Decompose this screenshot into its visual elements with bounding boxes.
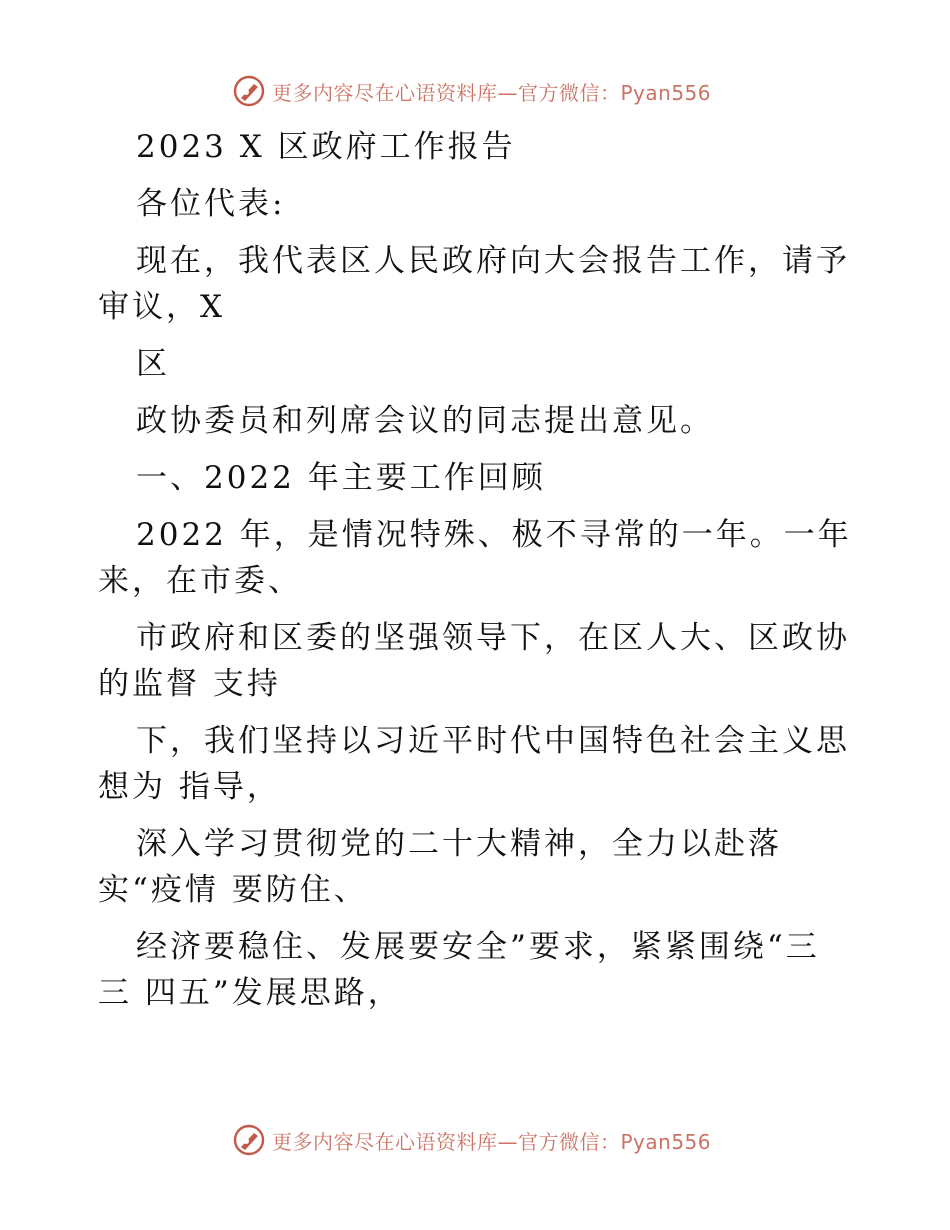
pen-logo-icon xyxy=(232,74,266,108)
paragraph-line: 政协委员和列席会议的同志提出意见。 xyxy=(136,403,714,439)
section-heading: 一、2022 年主要工作回顾 xyxy=(136,460,546,496)
paragraph-line: 市政府和区委的坚强领导下，在区人大、区政协 xyxy=(136,620,850,656)
paragraph-line: 的监督 支持 xyxy=(98,666,281,702)
paragraph-line: 下，我们坚持以习近平时代中国特色社会主义思 xyxy=(136,723,850,759)
paragraph-line: 各位代表: xyxy=(136,186,286,222)
paragraph-line: 来，在市委、 xyxy=(98,563,302,599)
paragraph-line: 审议，X xyxy=(98,289,226,325)
paragraph-line: 实“疫情 要防住、 xyxy=(98,872,368,908)
paragraph-line: 经济要稳住、发展要安全”要求，紧紧围绕“三 xyxy=(136,929,820,965)
document-title: 2023 X 区政府工作报告 xyxy=(136,129,516,165)
paragraph-line: 想为 指导， xyxy=(98,769,281,805)
paragraph-line: 深入学习贯彻党的二十大精神，全力以赴落 xyxy=(136,826,782,862)
watermark-footer xyxy=(232,1122,711,1158)
paragraph-line: 区 xyxy=(136,346,170,382)
paragraph-line: 现在，我代表区人民政府向大会报告工作，请予 xyxy=(136,243,850,279)
paragraph-line: 三 四五”发展思路， xyxy=(98,975,402,1011)
paragraph-line: 2022 年，是情况特殊、极不寻常的一年。一年 xyxy=(136,517,852,553)
watermark-text: 更多内容尽在心语资料库—官方微信：Pyan556 xyxy=(272,80,712,105)
watermark-header xyxy=(232,73,711,109)
watermark-text: 更多内容尽在心语资料库—官方微信：Pyan556 xyxy=(272,1129,712,1154)
pen-logo-icon xyxy=(232,1123,266,1157)
document-body xyxy=(98,124,858,1027)
